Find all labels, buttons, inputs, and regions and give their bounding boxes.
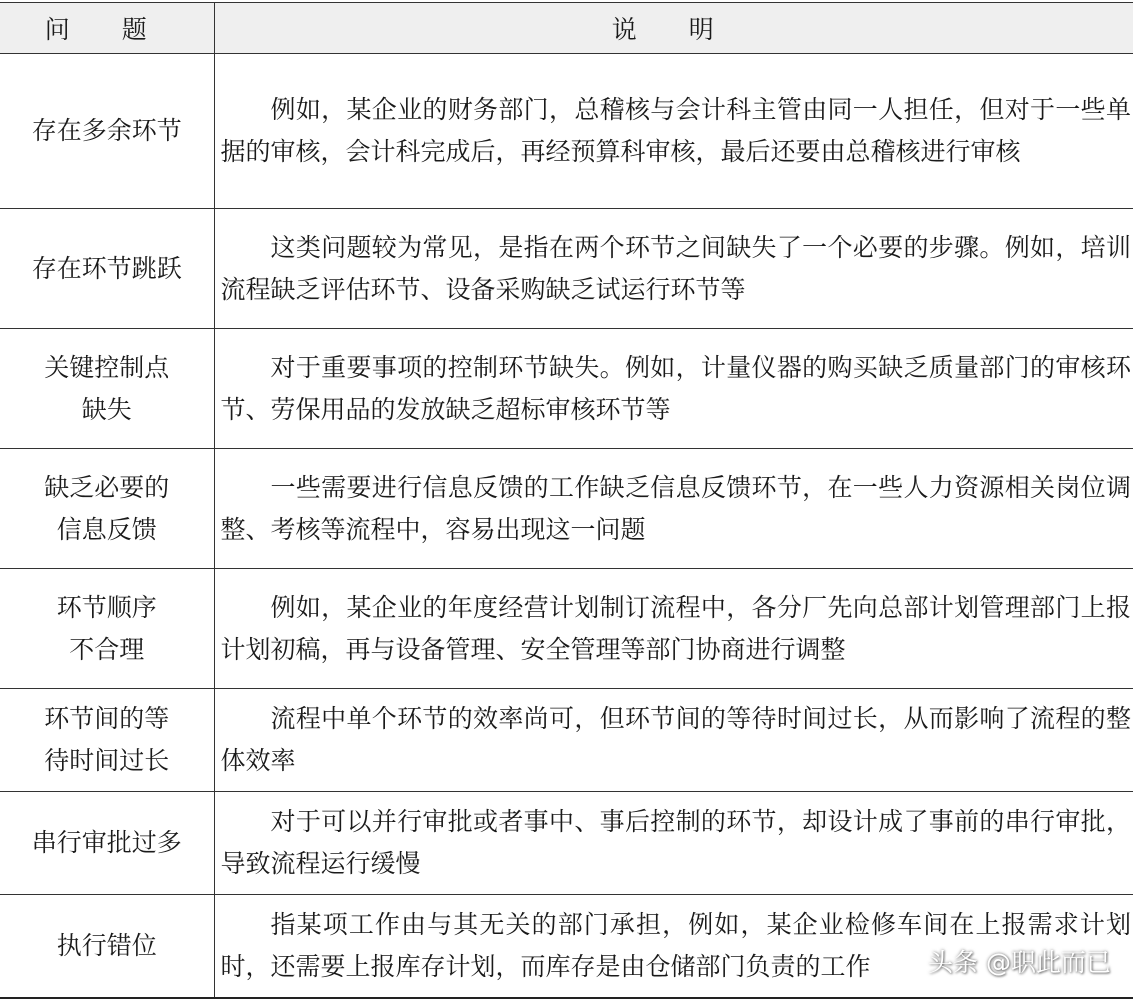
description-cell [214,54,1133,209]
description-text: 一些需要进行信息反馈的工作缺乏信息反馈环节，在一些人力资源相关岗位调整、考核等流程中，容易出现这一问题 [220,472,1131,544]
description-text: 例如，某企业的年度经营计划制订流程中，各分厂先向总部计划管理部门上报计划初稿，再与设备管理、安全管理等部门协商进行调整 [220,592,1131,664]
table-row [0,54,1133,209]
header-problem: 问 题 [0,3,214,54]
problem-text: 存在环节跳跃 [31,253,182,283]
problem-text: 环节顺序不合理 [56,592,157,664]
description-text: 例如，某企业的财务部门，总稽核与会计科主管由同一人担任，但对于一些单据的审核，会计科完成后，再经预算科审核，最后还要由总稽核进行审核 [220,95,1131,166]
table-header-row [0,3,1133,54]
table-row [0,209,1133,329]
header-description: 说 明 [214,3,1133,54]
description-text: 对于可以并行审批或者事中、事后控制的环节，却设计成了事前的串行审批，导致流程运行缓慢 [220,807,1131,878]
table-row [0,449,1133,569]
problem-text: 环节间的等待时间过长 [44,704,170,775]
watermark: 头条 @职此而已 [928,948,1111,977]
problem-cell [0,792,214,895]
description-text: 对于重要事项的控制环节缺失。例如，计量仪器的购买缺乏质量部门的审核环节、劳保用品的发放缺乏超标审核环节等 [220,352,1131,424]
description-cell [214,689,1133,792]
description-cell [214,329,1133,449]
problem-text: 关键控制点缺失 [44,352,170,424]
description-cell [214,792,1133,895]
problem-text: 缺乏必要的信息反馈 [44,472,170,544]
description-cell [214,209,1133,329]
description-cell [214,569,1133,689]
description-cell [214,449,1133,569]
table-row [0,792,1133,895]
problem-cell [0,569,214,689]
problem-description-table [0,2,1133,999]
problem-cell [0,54,214,209]
problem-text: 执行错位 [56,930,157,960]
description-text: 这类问题较为常见，是指在两个环节之间缺失了一个必要的步骤。例如，培训流程缺乏评估环节、设备采购缺乏试运行环节等 [220,232,1131,304]
table-row [0,569,1133,689]
problem-cell [0,895,214,998]
description-text: 指某项工作由与其无关的部门承担，例如，某企业检修车间在上报需求计划时，还需要上报库存计划，而库存是由仓储部门负责的工作 [220,909,1131,981]
problem-cell [0,329,214,449]
problem-cell [0,449,214,569]
problem-text: 存在多余环节 [31,116,182,145]
problem-cell [0,209,214,329]
table-row [0,329,1133,449]
description-text: 流程中单个环节的效率尚可，但环节间的等待时间过长，从而影响了流程的整体效率 [220,704,1131,775]
problem-cell [0,689,214,792]
problem-text: 串行审批过多 [31,828,182,857]
table-row [0,689,1133,792]
